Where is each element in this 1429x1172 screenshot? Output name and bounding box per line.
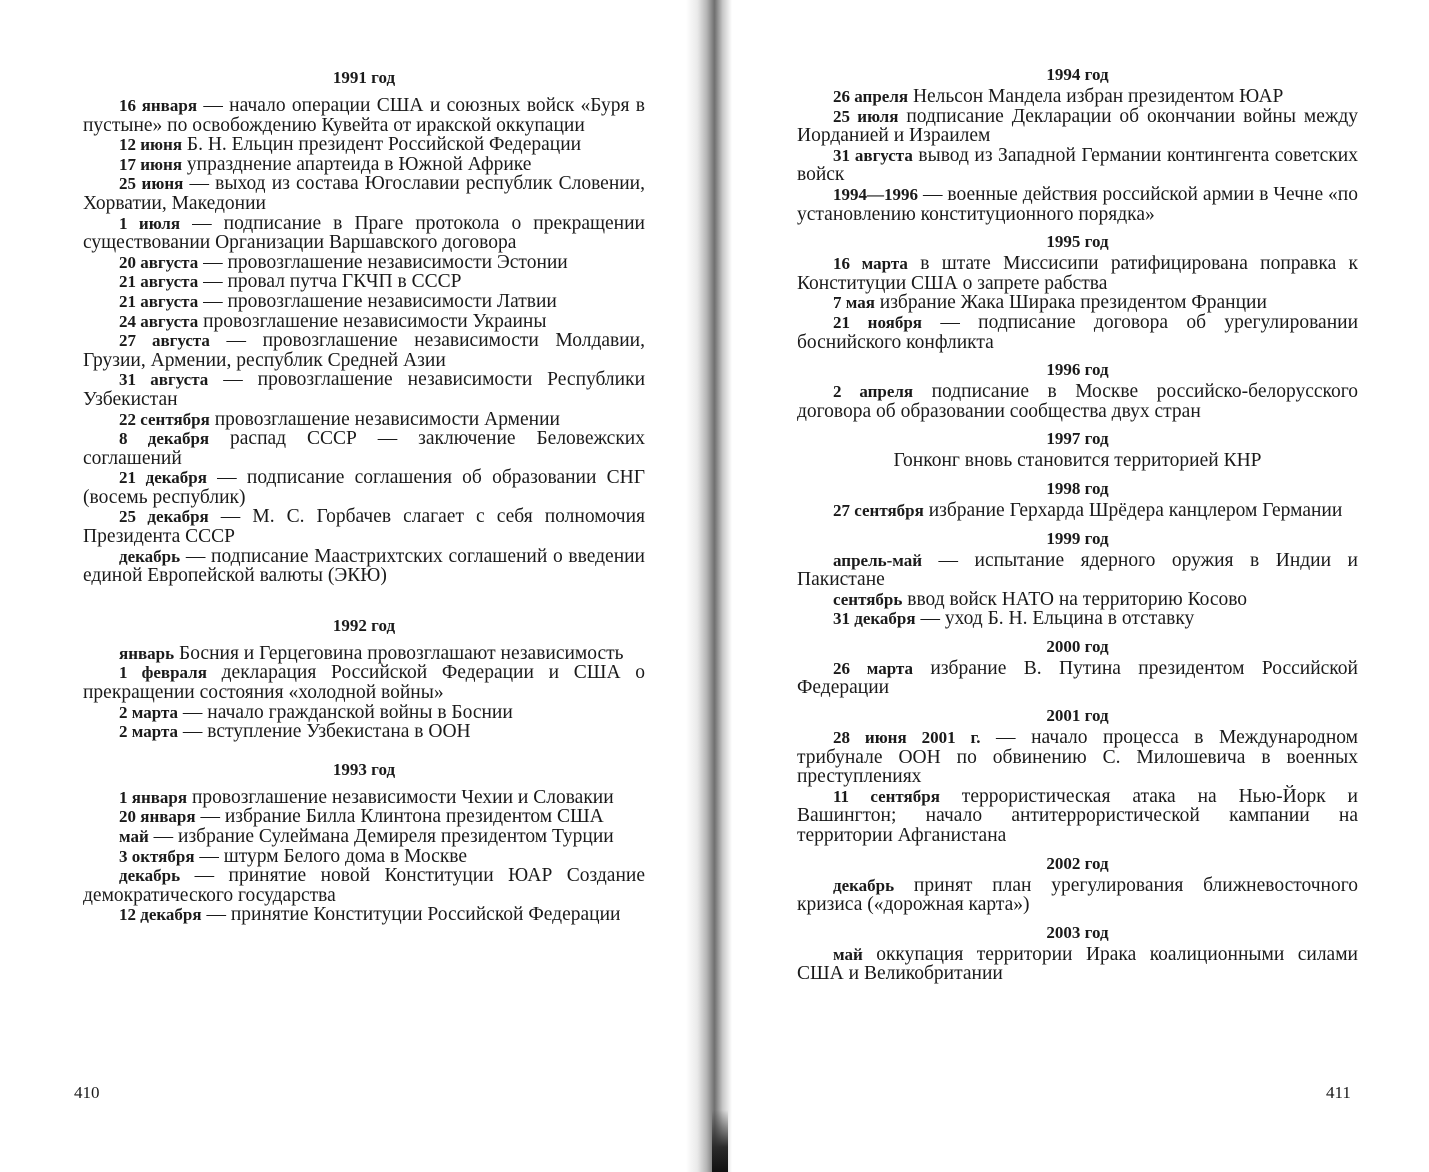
entry (797, 609, 1358, 629)
entry-text: избрание Герхарда Шрёдера канцлером Германии (923, 499, 1343, 521)
entry-text: декларация Российской Федерации и США о прекращении состояния «холодной войны» (83, 662, 646, 704)
entry-text: — провозглашение независимости Эстонии (198, 251, 568, 273)
entry (797, 551, 1358, 590)
year-heading-1992: 1992 год (332, 615, 396, 635)
entry-date: 25 июля (833, 106, 899, 126)
year-heading-1994: 1994 год (1046, 65, 1109, 84)
entry (83, 174, 645, 213)
year-heading-2000: 2000 год (1046, 636, 1109, 656)
entry-text: распад СССР — заключение Беловежских соглашений (83, 428, 645, 469)
entry-text: — избрание Сулеймана Демиреля президентом Турции (148, 826, 614, 847)
entry-date: 21 ноября (833, 312, 923, 332)
entry (797, 728, 1358, 787)
entry-text: Б. Н. Ельцин президент Российской Федерации (182, 134, 582, 156)
entry-text: подписание в Москве российско-белорусского договора об образовании сообщества двух стран (797, 381, 1359, 422)
entry (797, 185, 1358, 224)
entry-text: — провал путча ГКЧП в СССР (198, 271, 462, 293)
entry-date: 2 апреля (833, 382, 914, 402)
entry (83, 370, 645, 409)
entry-date: 16 января (119, 96, 198, 115)
entry (797, 945, 1358, 984)
year-heading-1995: 1995 год (1046, 232, 1109, 252)
entry (83, 663, 645, 702)
entry-date: 21 августа (119, 272, 199, 292)
entry-text: террористическая атака на Нью-Йорк и Вашингтон; начало антитеррористической кампании на территории Афганистана (797, 785, 1358, 847)
entry (83, 507, 645, 546)
entry-date: 26 апреля (833, 87, 909, 106)
entry (797, 293, 1358, 313)
entry-date: 21 августа (119, 291, 199, 311)
entry-text: — выход из состава Югославии республик Словении, Хорватии, Македонии (83, 173, 645, 214)
left-page-text (83, 66, 645, 925)
entry (83, 272, 645, 292)
entry-text: Гонконг вновь становится территорией КНР (893, 450, 1262, 472)
entry (83, 429, 645, 468)
entry-date: 8 декабря (119, 429, 210, 449)
year-heading-1997: 1997 год (1046, 429, 1109, 449)
entry (797, 146, 1358, 185)
entry-date: май (833, 944, 863, 964)
right-page-text (797, 63, 1358, 984)
entry (83, 155, 645, 175)
entry (797, 313, 1358, 352)
entry-text: провозглашение независимости Украины (198, 310, 547, 332)
entry (83, 644, 645, 664)
entry (83, 292, 645, 312)
entry-text: — начало гражданской войны в Боснии (178, 701, 513, 723)
entry-date: 27 сентября (833, 500, 924, 520)
entry-text: провозглашение независимости Армении (209, 408, 560, 430)
entry-text: — М. С. Горбачев слагает с себя полномочия Президента СССР (83, 506, 645, 548)
entry-date: 31 декабря (833, 609, 916, 629)
entry (83, 312, 645, 332)
entry-text: подписание Декларации об окончании войны между Иорданией и Израилем (797, 105, 1358, 147)
entry (83, 827, 645, 847)
entry-date: май (119, 827, 149, 846)
entry-date: 26 марта (833, 658, 914, 678)
entry-text: избрание Жака Ширака президентом Франции (874, 292, 1267, 314)
entry-text: принят план урегулирования ближневосточного кризиса («дорожная карта») (797, 874, 1358, 916)
entry (83, 468, 645, 507)
entry-date: 17 июня (119, 154, 183, 174)
entry-text: Босния и Герцеговина провозглашают независимость (174, 642, 624, 664)
entry-date: 16 марта (833, 254, 908, 274)
right-page (728, 0, 1429, 1172)
entry-date: апрель-май (833, 550, 923, 570)
entry-text: вывод из Западной Германии контингента советских войск (797, 144, 1358, 186)
year-heading-1998: 1998 год (1046, 478, 1109, 498)
entry-date: 27 августа (119, 331, 210, 351)
entry (83, 214, 645, 253)
entry-date: 12 июня (119, 135, 183, 155)
entry (83, 331, 645, 370)
entry-text: — вступление Узбекистана в ООН (178, 721, 471, 743)
entry (83, 253, 645, 273)
entry-text: — провозглашение независимости Латвии (198, 290, 557, 312)
entry-date: 25 июня (119, 174, 184, 194)
entry-text: — подписание соглашения об образовании СНГ (восемь республик) (83, 467, 645, 508)
year-heading-2001: 2001 год (1046, 706, 1109, 726)
entry-date: 22 сентября (119, 409, 210, 429)
entry-date: 3 октября (119, 846, 195, 866)
entry-date: декабрь (119, 546, 181, 566)
entry (83, 905, 645, 925)
entry-text: Нельсон Мандела избран президентом ЮАР (908, 86, 1284, 107)
entry-date: декабрь (119, 866, 181, 886)
entry-text: — уход Б. Н. Ельцина в отставку (915, 608, 1195, 630)
entry (83, 135, 645, 155)
entry (797, 659, 1358, 698)
entry (797, 501, 1358, 521)
year-heading-2003: 2003 год (1046, 922, 1109, 942)
entry (83, 722, 645, 742)
entry (83, 547, 645, 586)
entry-text: в штате Миссисипи ратифицирована поправка к Конституции США о запрете рабства (797, 253, 1358, 294)
entry (797, 254, 1358, 293)
entry-text: избрание В. Путина президентом Российской Федерации (797, 657, 1358, 699)
entry (797, 451, 1358, 471)
year-heading-1999: 1999 год (1046, 528, 1109, 548)
entry-text: упразднение апартеида в Южной Африке (182, 153, 532, 175)
entry-text: — начало процесса в Международном трибунале ООН по обвинению С. Милошевича в военных преступлениях (797, 727, 1358, 788)
entry-text: — испытание ядерного оружия в Индии и Пакистане (797, 549, 1358, 591)
entry (83, 410, 645, 430)
entry (797, 876, 1358, 915)
entry-date: 2 марта (119, 722, 179, 742)
entry-date: 1 февраля (119, 663, 207, 683)
entry-date: 21 декабря (119, 468, 207, 488)
entry-date: 20 января (119, 807, 196, 827)
entry (797, 107, 1358, 146)
entry (83, 788, 645, 808)
entry-date: 11 сентября (833, 786, 940, 806)
year-heading-1991: 1991 год (332, 68, 396, 87)
entry (83, 703, 645, 723)
book-spine-edge (712, 1110, 728, 1172)
year-heading-2002: 2002 год (1046, 853, 1109, 873)
entry-date: январь (119, 643, 175, 663)
entry-date: декабрь (833, 875, 895, 895)
entry (797, 590, 1358, 610)
entry-date: 1 июля (119, 213, 181, 233)
entry-date: 31 августа (119, 370, 209, 390)
entry-date: 1994—1996 (833, 184, 918, 204)
entry-date: 1 января (119, 787, 188, 807)
entry-text: оккупация территории Ирака коалиционными силами США и Великобритании (797, 943, 1358, 985)
entry (797, 87, 1358, 107)
entry-text: — принятие новой Конституции ЮАР Создание демократического государства (83, 865, 645, 906)
entry-text: — штурм Белого дома в Москве (194, 845, 468, 867)
entry (83, 866, 645, 905)
entry-date: 2 марта (119, 702, 179, 722)
entry-date: 12 декабря (119, 905, 202, 925)
entry (83, 807, 645, 827)
entry-text: — подписание договора об урегулировании боснийского конфликта (797, 311, 1359, 353)
entry-date: 25 декабря (119, 507, 209, 527)
entry-text: — подписание Маастрихтских соглашений о введении единой Европейской валюты (ЭКЮ) (83, 545, 645, 587)
entry (83, 96, 645, 135)
entry-text: — принятие Конституции Российской Федерации (201, 904, 621, 926)
entry-date: 31 августа (833, 145, 913, 165)
entry-text: провозглашение независимости Чехии и Словакии (187, 786, 614, 808)
entry (83, 847, 645, 867)
entry-text: ввод войск НАТО на территорию Косово (902, 588, 1248, 610)
entry-text: — провозглашение независимости Молдавии, Грузии, Армении, республик Средней Азии (83, 330, 645, 371)
year-heading-1993: 1993 год (332, 759, 396, 779)
entry-date: 7 мая (833, 293, 875, 313)
entry-text: — военные действия российской армии в Чечне «по установлению конституционного порядка» (797, 183, 1358, 225)
left-page (0, 0, 700, 1172)
entry-date: 28 июня 2001 г. (833, 728, 981, 748)
entry (797, 787, 1358, 846)
entry (797, 382, 1358, 421)
entry-text: — начало операции США и союзных войск «Буря в пустыне» по освобождению Кувейта от иракской оккупации (83, 95, 645, 136)
entry-text: — подписание в Праге протокола о прекращении существовании Организации Варшавского договора (83, 212, 645, 254)
page-number: 411 (1326, 1083, 1351, 1102)
entry-date: 20 августа (119, 252, 199, 272)
entry-date: сентябрь (833, 589, 903, 609)
entry-text: — провозглашение независимости Республики Узбекистан (83, 369, 646, 410)
entry-text: — избрание Билла Клинтона президентом США (195, 806, 604, 828)
entry-date: 24 августа (119, 311, 199, 331)
page-number: 410 (74, 1083, 100, 1102)
year-heading-1996: 1996 год (1046, 360, 1109, 380)
